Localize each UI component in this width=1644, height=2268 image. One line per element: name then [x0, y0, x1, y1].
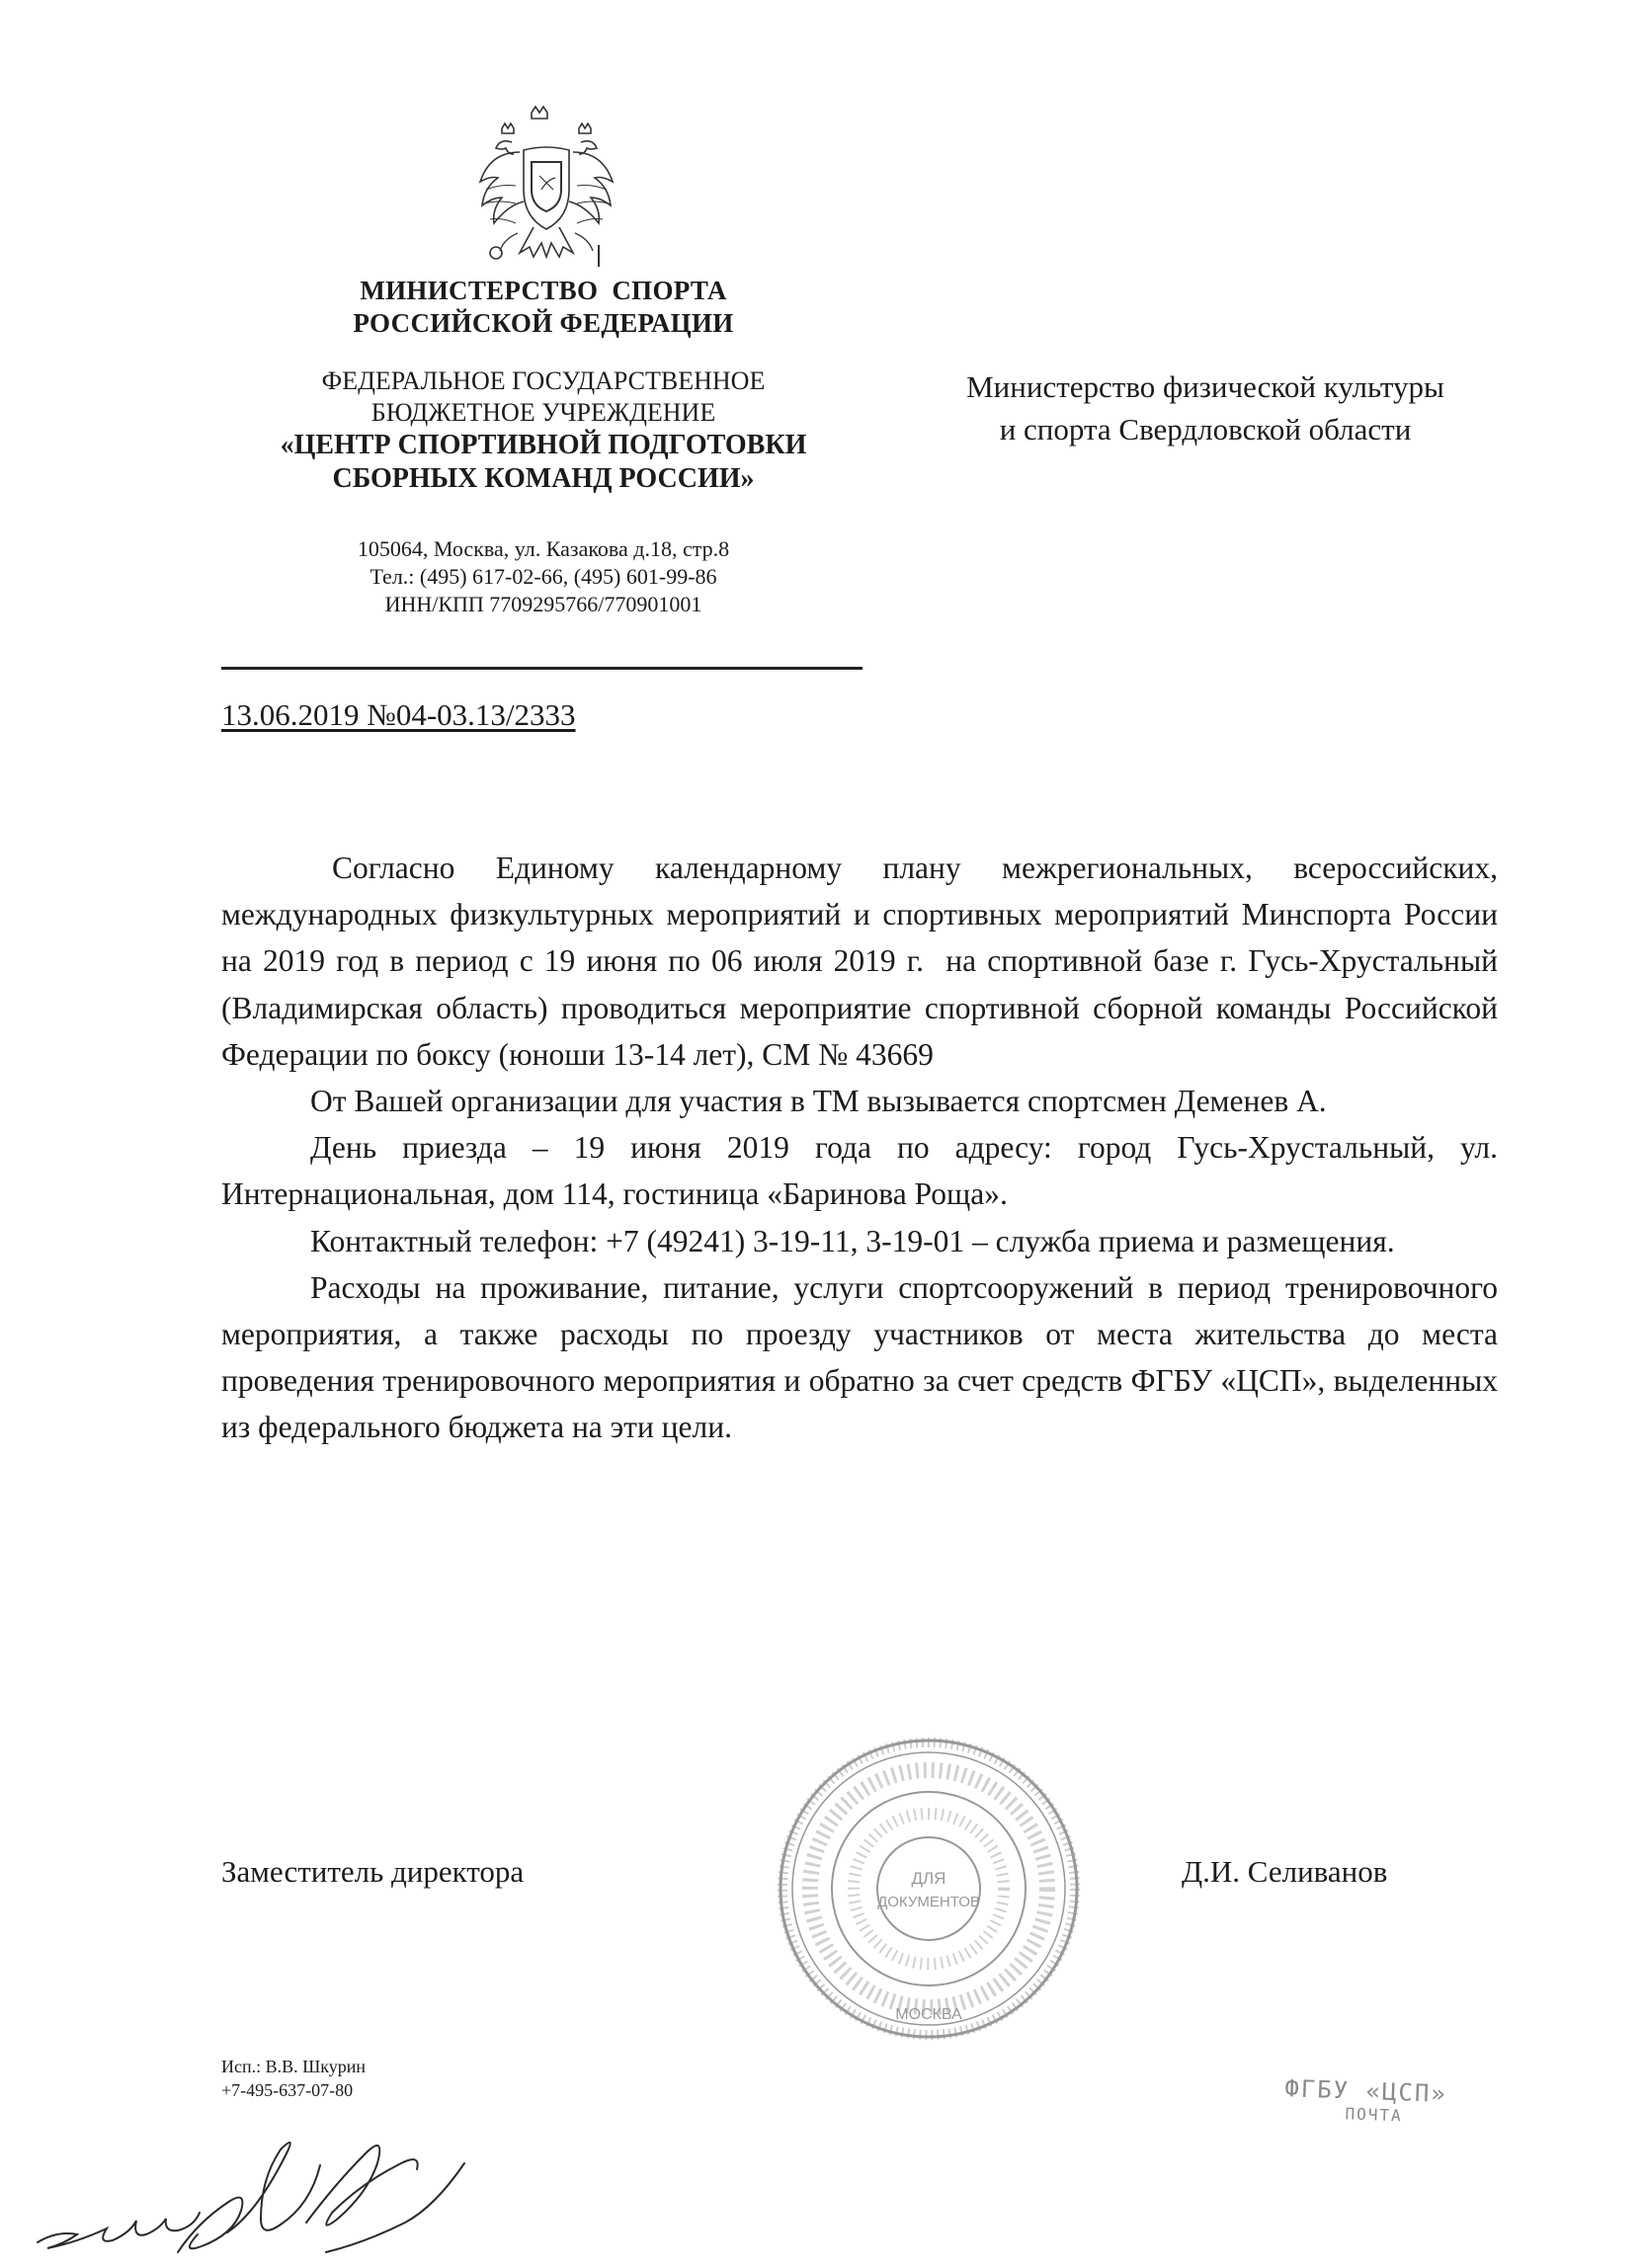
ministry-name [222, 275, 864, 340]
recipient-line-1: Министерство физической культуры [966, 369, 1444, 404]
executor-name: Исп.: В.В. Шкурин [221, 2057, 367, 2076]
org-phone: Тел.: (495) 617-02-66, (495) 601-99-86 [370, 564, 717, 589]
letter-body [221, 845, 1506, 1451]
organization-contacts [222, 535, 864, 618]
executor-info [221, 2055, 366, 2102]
paragraph-2: От Вашей организации для участия в ТМ вызывается спортсмен Деменев А. [310, 1084, 1327, 1119]
official-seal-stamp [771, 1731, 1087, 2047]
document-number: 13.06.2019 №04-03.13/2333 [221, 697, 576, 732]
signatory-name: Д.И. Селиванов [1182, 1854, 1388, 1889]
signatory-position: Заместитель директора [221, 1854, 525, 1889]
ministry-line-2: РОССИЙСКОЙ ФЕДЕРАЦИИ [353, 308, 734, 338]
org-line-4: СБОРНЫХ КОМАНД РОССИИ» [332, 463, 755, 494]
organization-name [222, 365, 864, 496]
org-line-2: БЮДЖЕТНОЕ УЧРЕЖДЕНИЕ [370, 398, 716, 427]
seal-city: МОСКВА [895, 2006, 962, 2023]
org-inn: ИНН/КПП 7709295766/770901001 [384, 592, 702, 616]
paragraph-4: Контактный телефон: +7 (49241) 3-19-11, 3-19-01 – служба приема и размещения. [310, 1223, 1395, 1258]
paragraph-3: День приезда – 19 июня 2019 года по адресу: город Гусь-Хрустальный, ул. Интернациональная, дом 114, гостиница «Баринова Роща». [221, 1130, 1498, 1212]
recipient-line-2: и спорта Свердловской области [999, 412, 1412, 446]
org-address: 105064, Москва, ул. Казакова д.18, стр.8 [357, 536, 730, 561]
coat-of-arms-emblem [472, 105, 620, 271]
handwritten-signature [30, 2124, 494, 2268]
header-divider [221, 667, 863, 670]
mail-stamp-org: ФГБУ «ЦСП» [1283, 2074, 1448, 2108]
seal-center-line-2: ДОКУМЕНТОВ [877, 1894, 980, 1910]
mail-stamp [1283, 2074, 1447, 2127]
recipient [869, 365, 1541, 450]
paragraph-1: Согласно Единому календарному плану межрегиональных, всероссийских, международных физкультурных мероприятий и спортивных мероприятий Минспорта России на 2019 год в период с 19 июня по 06 июля 2019 г. на спортивной базе г. Гусь-Хрустальный (Владимирская область) проводиться мероприятие спортивной сборной команды Российской Федерации по боксу (юноши 13-14 лет), СМ № 43669 [221, 850, 1506, 1072]
seal-center-line-1: ДЛЯ [911, 1869, 946, 1888]
org-line-1: ФЕДЕРАЛЬНОЕ ГОСУДАРСТВЕННОЕ [321, 366, 766, 395]
executor-phone: +7-495-637-07-80 [221, 2080, 354, 2100]
org-line-3: «ЦЕНТР СПОРТИВНОЙ ПОДГОТОВКИ [280, 430, 807, 460]
ministry-line-1: МИНИСТЕРСТВО СПОРТА [360, 276, 727, 305]
mail-stamp-label: ПОЧТА [1345, 2104, 1403, 2126]
paragraph-5: Расходы на проживание, питание, услуги спортсооружений в период тренировочного мероприятия, а также расходы по проезду участников от места жительства до места проведения тренировочного мероприятия и обратно за счет средств ФГБУ «ЦСП», выделенных из федерального бюджета на эти цели. [221, 1269, 1498, 1445]
